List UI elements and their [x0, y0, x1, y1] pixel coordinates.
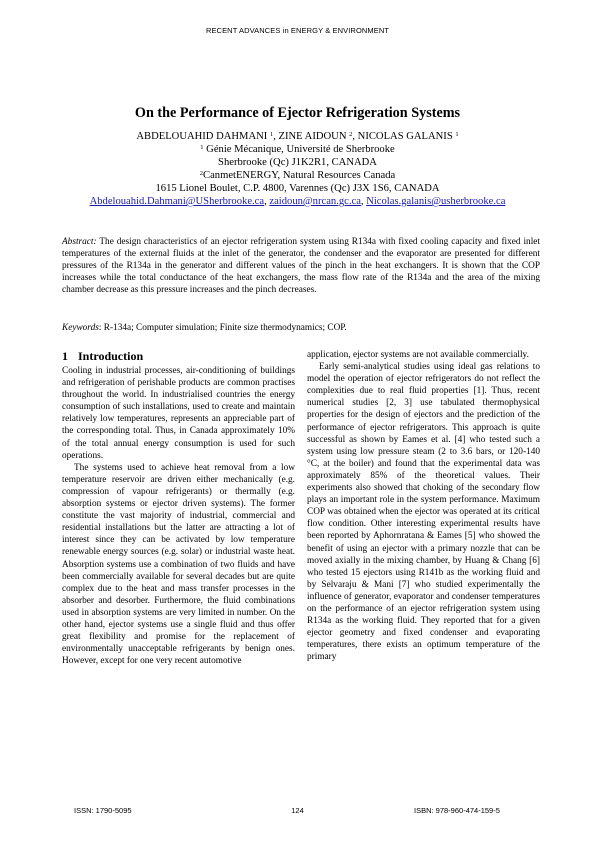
paragraph: The systems used to achieve heat removal from a low temperature reservoir are driven either mechanically (e.g. compression of vapour refrigerants) or thermally (e.g. absorption systems or ejector driven systems). The former constitute the vast majority of industrial, commercial and residential installations but the latter are attracting a lot of interest since they can be activated by low temperature renewable energy sources (e.g. solar) or industrial waste heat. Absorption systems use a combination of two fluids and have been commercially available for several decades but are quite complex due to the heat and mass transfer processes in the absorber and desorber. Furthermore, the fluid combinations used in absorption systems are very limited in number. On the other hand, ejector systems use a single fluid and thus offer great flexibility and promise for the replacement of environmentally unacceptable refrigerants by benign ones. However, except for one very recent automotive [62, 462, 295, 667]
section-number: 1 [62, 349, 68, 363]
keywords-text: : R-134a; Computer simulation; Finite size thermodynamics; COP. [98, 323, 347, 333]
author-name: , ZINE AIDOUN [273, 131, 347, 142]
affiliation-1-address: Sherbrooke (Qc) J1K2R1, CANADA [218, 157, 377, 168]
footer-isbn: ISBN: 978-960-474-159-5 [414, 806, 500, 815]
affiliation-marker: 1 [455, 131, 459, 138]
abstract-text: The design characteristics of an ejector refrigeration system using R134a with fixed cooling capacity and fixed inlet temperatures of the external fluids at the inlet of the generator, the condenser and the evaporator are presented for different pressures of the R134a in the generator and different values of the pinch in the heat exchangers. It is shown that the COP increases while the total conductance of the heat exchangers, the mass flow rate of the R134a and the area of the mixing chamber decrease as this pressure increases and the pinch decreases. [62, 237, 540, 296]
affiliation-2-address: 1615 Lionel Boulet, C.P. 4800, Varennes (Qc) J3X 1S6, CANADA [155, 183, 440, 194]
abstract-label: Abstract: [62, 237, 97, 247]
affiliation-2: $^2$CanmetENERGY, Natural Resources Canada [199, 170, 396, 181]
affiliation-marker: 1 [200, 144, 204, 151]
section-title: Introduction [78, 349, 144, 363]
affiliation-1: $^1$ Génie Mécanique, Université de Sherbrooke [200, 144, 395, 155]
running-header: RECENT ADVANCES in ENERGY & ENVIRONMENT [205, 26, 390, 35]
footer-issn: ISSN: 1790-5095 [74, 806, 132, 815]
author-line [0, 130, 595, 143]
author-name: ABDELOUAHID DAHMANI [136, 131, 268, 142]
paragraph: application, ejector systems are not available commercially. [307, 350, 529, 360]
email-link-dahmani[interactable]: Abdelouahid.Dahmani@USherbrooke.ca [89, 196, 265, 207]
author-block [0, 130, 595, 208]
affiliation-marker: 1 [269, 131, 274, 138]
paragraph: Cooling in industrial processes, air-conditioning of buildings and refrigeration of perishable products are common practises throughout the world. In industrialised countries the energy consumption of such installations, used to create and maintain relatively low temperatures, represents an appreciable part of the corresponding total. Thus, in Canada approximately 10% of the total annual energy consumption is used for such operations. [62, 366, 295, 461]
author-name: , NICOLAS GALANIS [352, 131, 453, 142]
keywords [62, 323, 540, 333]
section-heading-introduction [62, 349, 295, 363]
paragraph: Early semi-analytical studies using ideal gas relations to model the operation of ejector refrigerators do not reflect the complexities due to real fluid properties [1]. Thus, recent numerical studies [2, 3] use tabulated thermophysical properties for the design of ejectors and the prediction of the performance of ejector refrigerators. This approach is quite successful as shown by Eames et al. [4] who tested such a system using low pressure steam (2 to 3.6 bars, or 120-140 °C, at the boiler) and found that the experimental data was approximately 85% of the theoretical values. Their experiments also showed that choking of the secondary flow plays an important role in the system performance. Maximum COP was obtained when the ejector was operated at its critical flow condition. Other interesting experimental results have been reported by Aphornratana & Eames [5] who showed the benefit of using an ejector with a primary nozzle that can be moved axially in the mixing chamber, by Huang & Chang [6] who tested 15 ejectors using R141b as the working fluid and by Selvaraju & Mani [7] who studied experimentally the influence of generator, evaporator and condenser temperatures on the performance of an ejector refrigeration system using R134a as the working fluid. They reported that for a given ejector geometry and fixed condenser and evaporating temperatures, there exists an optimum temperature of the primary [307, 362, 540, 663]
email-list: Abdelouahid.Dahmani@USherbrooke.ca, zaidoun@nrcan.gc.ca, Nicolas.galanis@usherbrooke.ca [89, 196, 506, 207]
keywords-label: Keywords [62, 323, 99, 333]
email-link-galanis[interactable]: Nicolas.galanis@usherbrooke.ca [366, 196, 506, 207]
page-number: 124 [291, 806, 304, 815]
email-link-aidoun[interactable]: zaidoun@nrcan.gc.ca [269, 196, 361, 207]
right-column [307, 349, 540, 663]
affiliation-marker: 2 [199, 170, 204, 177]
affiliation-marker: 2 [349, 131, 353, 138]
paper-title: On the Performance of Ejector Refrigeration Systems [134, 105, 461, 121]
abstract [62, 236, 540, 296]
left-column [62, 349, 295, 667]
